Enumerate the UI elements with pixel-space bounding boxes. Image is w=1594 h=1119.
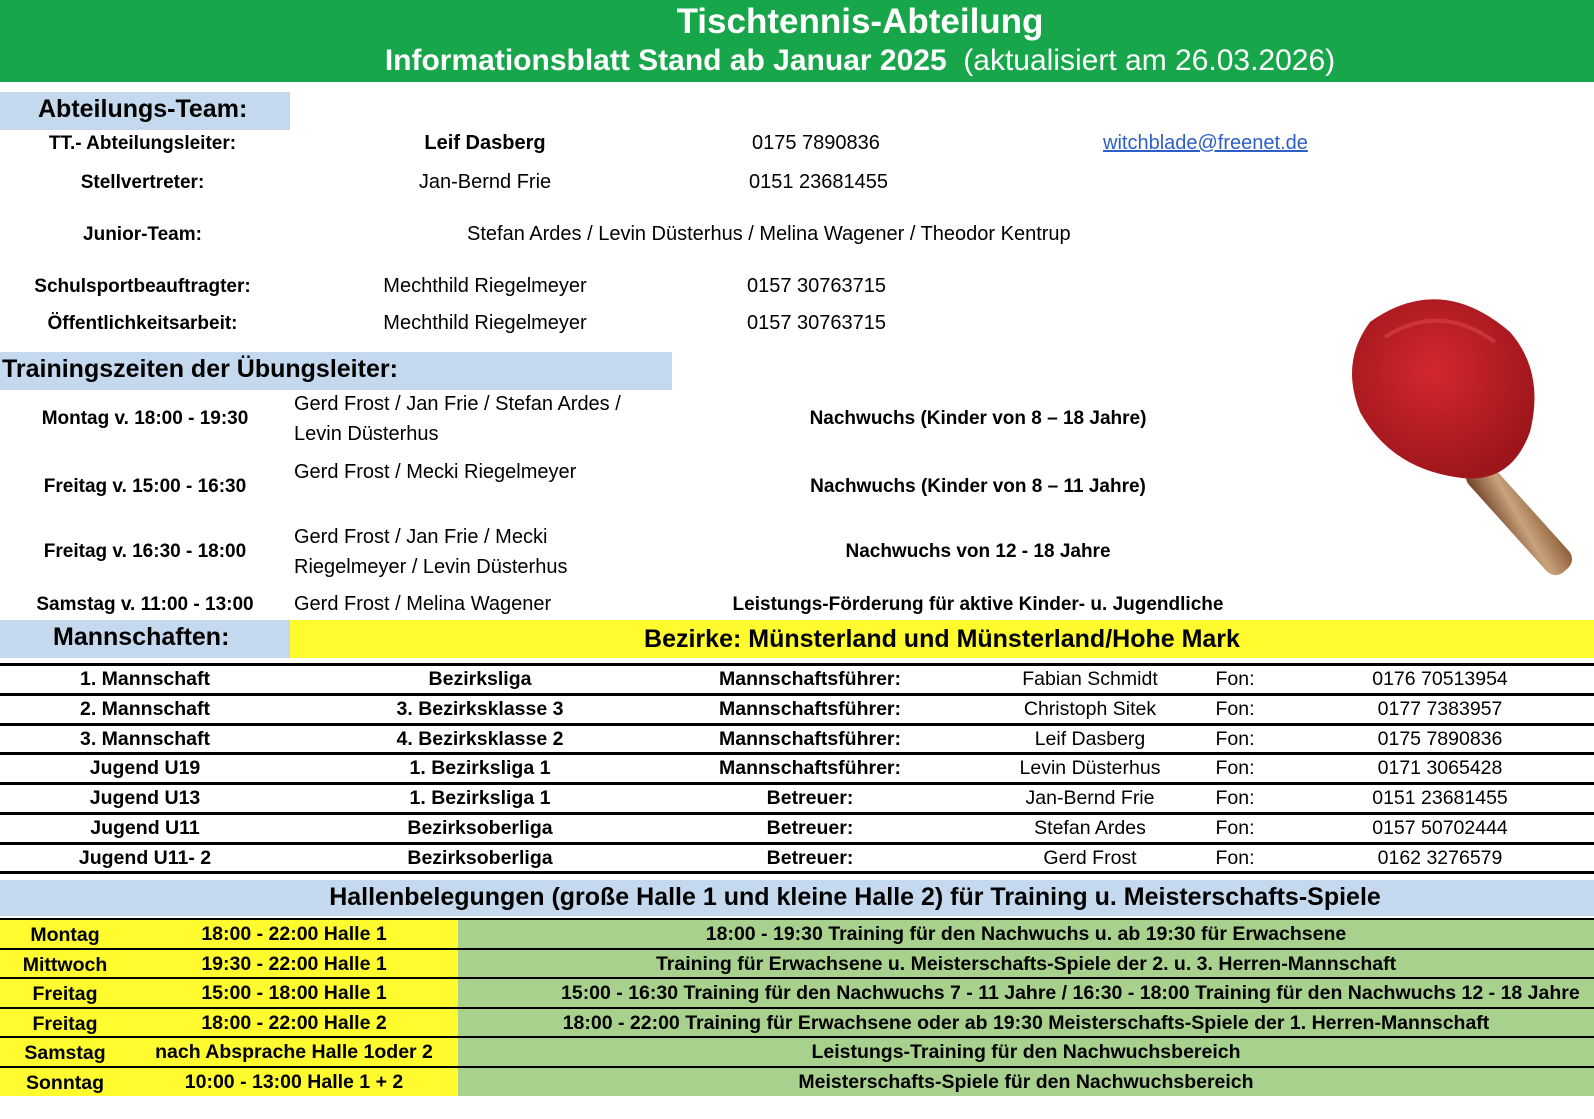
team-team: Jugend U11 — [90, 817, 200, 839]
team-team: Jugend U13 — [89, 787, 201, 810]
team-fon: Fon: — [1215, 846, 1255, 869]
label-abteilungsleiter: TT.- Abteilungsleiter: — [48, 133, 237, 154]
page-subtitle — [0, 44, 1594, 78]
team-phone: 0151 23681455 — [1372, 787, 1508, 810]
team-role: Betreuer: — [766, 846, 854, 869]
section-heading: Trainingszeiten der Übungsleiter: — [2, 355, 398, 383]
hall-time: 15:00 - 18:00 Halle 1 — [130, 979, 458, 1007]
team-name: Fabian Schmidt — [1022, 668, 1158, 690]
hall-row — [0, 948, 1594, 978]
section-mannschaften — [0, 620, 290, 658]
team-phone: 0177 7383957 — [1377, 697, 1503, 720]
schulsport-phone: 0157 30763715 — [747, 275, 887, 297]
leiter-phone: 0175 7890836 — [752, 132, 880, 154]
training-trainer-cont: Riegelmeyer / Levin Düsterhus — [294, 556, 568, 578]
page-header — [0, 0, 1594, 82]
training-trainer: Gerd Frost / Mecki Riegelmeyer — [294, 461, 577, 483]
leiter-email-link[interactable]: witchblade@freenet.de — [1103, 132, 1308, 154]
team-name: Christoph Sitek — [1023, 697, 1157, 720]
team-phone: 0175 7890836 — [1377, 727, 1503, 750]
training-group: Nachwuchs von 12 - 18 Jahre — [845, 541, 1111, 562]
section-heading: Hallenbelegungen (große Halle 1 und kleine Halle 2) für Training u. Meisterschafts-Spiele — [329, 883, 1381, 911]
team-phone: 0157 50702444 — [1372, 817, 1508, 839]
label-stellvertreter: Stellvertreter: — [80, 172, 205, 193]
team-name: Stefan Ardes — [1034, 817, 1146, 839]
junior-team-names: Stefan Ardes / Levin Düsterhus / Melina Wagener / Theodor Kentrup — [467, 223, 1071, 245]
table-row — [0, 723, 1594, 753]
hall-time: nach Absprache Halle 1oder 2 — [130, 1038, 458, 1066]
team-role: Betreuer: — [766, 817, 854, 839]
hall-desc: 18:00 - 22:00 Training für Erwachsene oder ab 19:30 Meisterschafts-Spiele der 1. Herren-Mannschaft — [458, 1009, 1594, 1037]
oeffentlichkeit-name: Mechthild Riegelmeyer — [383, 312, 587, 334]
schulsport-name: Mechthild Riegelmeyer — [383, 275, 587, 297]
team-league: Bezirksoberliga — [407, 817, 553, 839]
training-trainer: Gerd Frost / Melina Wagener — [294, 593, 552, 615]
hall-row — [0, 1007, 1594, 1037]
districts-banner: Bezirke: Münsterland und Münsterland/Hohe Mark — [290, 620, 1594, 658]
table-bottom-border — [0, 871, 1594, 874]
team-league: Bezirksliga — [428, 668, 532, 690]
hall-day: Freitag — [0, 1009, 130, 1037]
hall-row — [0, 977, 1594, 1007]
hall-day: Freitag — [0, 979, 130, 1007]
team-team: Jugend U11- 2 — [78, 846, 212, 869]
stellvertreter-phone: 0151 23681455 — [749, 171, 889, 193]
team-name: Gerd Frost — [1043, 846, 1137, 869]
training-time: Freitag v. 15:00 - 16:30 — [43, 476, 247, 497]
team-league: Bezirksoberliga — [407, 846, 553, 869]
training-group: Leistungs-Förderung für aktive Kinder- u. Jugendliche — [732, 594, 1224, 615]
training-trainer-cont: Levin Düsterhus — [294, 423, 439, 445]
table-row — [0, 693, 1594, 723]
table-row — [0, 752, 1594, 782]
section-hallenbelegungen — [0, 880, 1594, 916]
page-title: Tischtennis-Abteilung — [676, 2, 1044, 41]
team-name: Leif Dasberg — [1034, 727, 1146, 750]
table-row — [0, 842, 1594, 872]
team-team: 3. Mannschaft — [79, 727, 211, 750]
label-oeffentlichkeit: Öffentlichkeitsarbeit: — [47, 313, 238, 334]
training-group: Nachwuchs (Kinder von 8 – 18 Jahre) — [809, 408, 1147, 429]
team-phone: 0171 3065428 — [1377, 757, 1503, 780]
subtitle-updated: (aktualisiert am 26.03.2026) — [963, 44, 1336, 77]
training-group: Nachwuchs (Kinder von 8 – 11 Jahre) — [810, 476, 1146, 497]
table-row — [0, 663, 1594, 693]
team-league: 3. Bezirksklasse 3 — [396, 697, 564, 720]
training-trainer: Gerd Frost / Jan Frie / Mecki — [294, 526, 548, 548]
hall-time: 18:00 - 22:00 Halle 1 — [130, 920, 458, 948]
team-fon: Fon: — [1215, 697, 1255, 720]
team-fon: Fon: — [1215, 727, 1255, 750]
team-team: 2. Mannschaft — [79, 697, 211, 720]
section-trainingszeiten — [0, 352, 672, 390]
leiter-name: Leif Dasberg — [424, 132, 546, 154]
section-heading: Abteilungs-Team: — [38, 95, 248, 123]
hall-desc: Leistungs-Training für den Nachwuchsbereich — [458, 1038, 1594, 1066]
team-team: Jugend U19 — [89, 757, 201, 780]
team-fon: Fon: — [1215, 787, 1255, 810]
subtitle-main: Informationsblatt Stand ab Januar 2025 — [384, 44, 947, 77]
training-time: Freitag v. 16:30 - 18:00 — [43, 541, 247, 562]
table-tennis-paddle-image — [1330, 262, 1594, 602]
section-abteilungs-team — [0, 92, 290, 130]
team-role: Mannschaftsführer: — [718, 727, 902, 750]
hall-day: Montag — [0, 920, 130, 948]
stellvertreter-name: Jan-Bernd Frie — [418, 171, 552, 193]
table-row — [0, 812, 1594, 842]
hall-row — [0, 918, 1594, 948]
hall-time: 19:30 - 22:00 Halle 1 — [130, 950, 458, 978]
team-phone: 0176 70513954 — [1372, 668, 1508, 690]
hall-desc: Training für Erwachsene u. Meisterschafts-Spiele der 2. u. 3. Herren-Mannschaft — [458, 950, 1594, 978]
label-junior-team: Junior-Team: — [83, 224, 202, 245]
hall-desc: 15:00 - 16:30 Training für den Nachwuchs 7 - 11 Jahre / 16:30 - 18:00 Training für den Nachwuchs 12 - 18 Jahre — [458, 979, 1594, 1007]
hall-day: Samstag — [0, 1038, 130, 1066]
team-phone: 0162 3276579 — [1377, 846, 1503, 869]
hall-day: Sonntag — [0, 1068, 130, 1096]
team-role: Mannschaftsführer: — [718, 757, 902, 780]
team-name: Levin Düsterhus — [1019, 757, 1161, 780]
hall-desc: 18:00 - 19:30 Training für den Nachwuchs u. ab 19:30 für Erwachsene — [458, 920, 1594, 948]
oeffentlichkeit-phone: 0157 30763715 — [747, 312, 887, 334]
team-fon: Fon: — [1215, 817, 1255, 839]
table-row — [0, 782, 1594, 812]
team-league: 1. Bezirksliga 1 — [409, 787, 551, 810]
team-fon: Fon: — [1215, 668, 1255, 690]
label-schulsport: Schulsportbeauftragter: — [34, 276, 251, 297]
training-time: Samstag v. 11:00 - 13:00 — [36, 594, 254, 615]
hall-time: 10:00 - 13:00 Halle 1 + 2 — [130, 1068, 458, 1096]
section-heading: Mannschaften: — [53, 623, 230, 651]
team-role: Mannschaftsführer: — [718, 697, 902, 720]
team-league: 4. Bezirksklasse 2 — [396, 727, 564, 750]
team-role: Mannschaftsführer: — [718, 668, 902, 690]
team-league: 1. Bezirksliga 1 — [409, 757, 551, 780]
hall-desc: Meisterschafts-Spiele für den Nachwuchsbereich — [458, 1068, 1594, 1096]
team-name: Jan-Bernd Frie — [1025, 787, 1155, 810]
hall-time: 18:00 - 22:00 Halle 2 — [130, 1009, 458, 1037]
team-fon: Fon: — [1215, 757, 1255, 780]
training-time: Montag v. 18:00 - 19:30 — [41, 408, 249, 429]
team-role: Betreuer: — [766, 787, 854, 810]
team-team: 1. Mannschaft — [79, 668, 211, 690]
training-trainer: Gerd Frost / Jan Frie / Stefan Ardes / — [294, 393, 621, 415]
hall-row — [0, 1036, 1594, 1066]
hall-day: Mittwoch — [0, 950, 130, 978]
hall-row — [0, 1066, 1594, 1096]
